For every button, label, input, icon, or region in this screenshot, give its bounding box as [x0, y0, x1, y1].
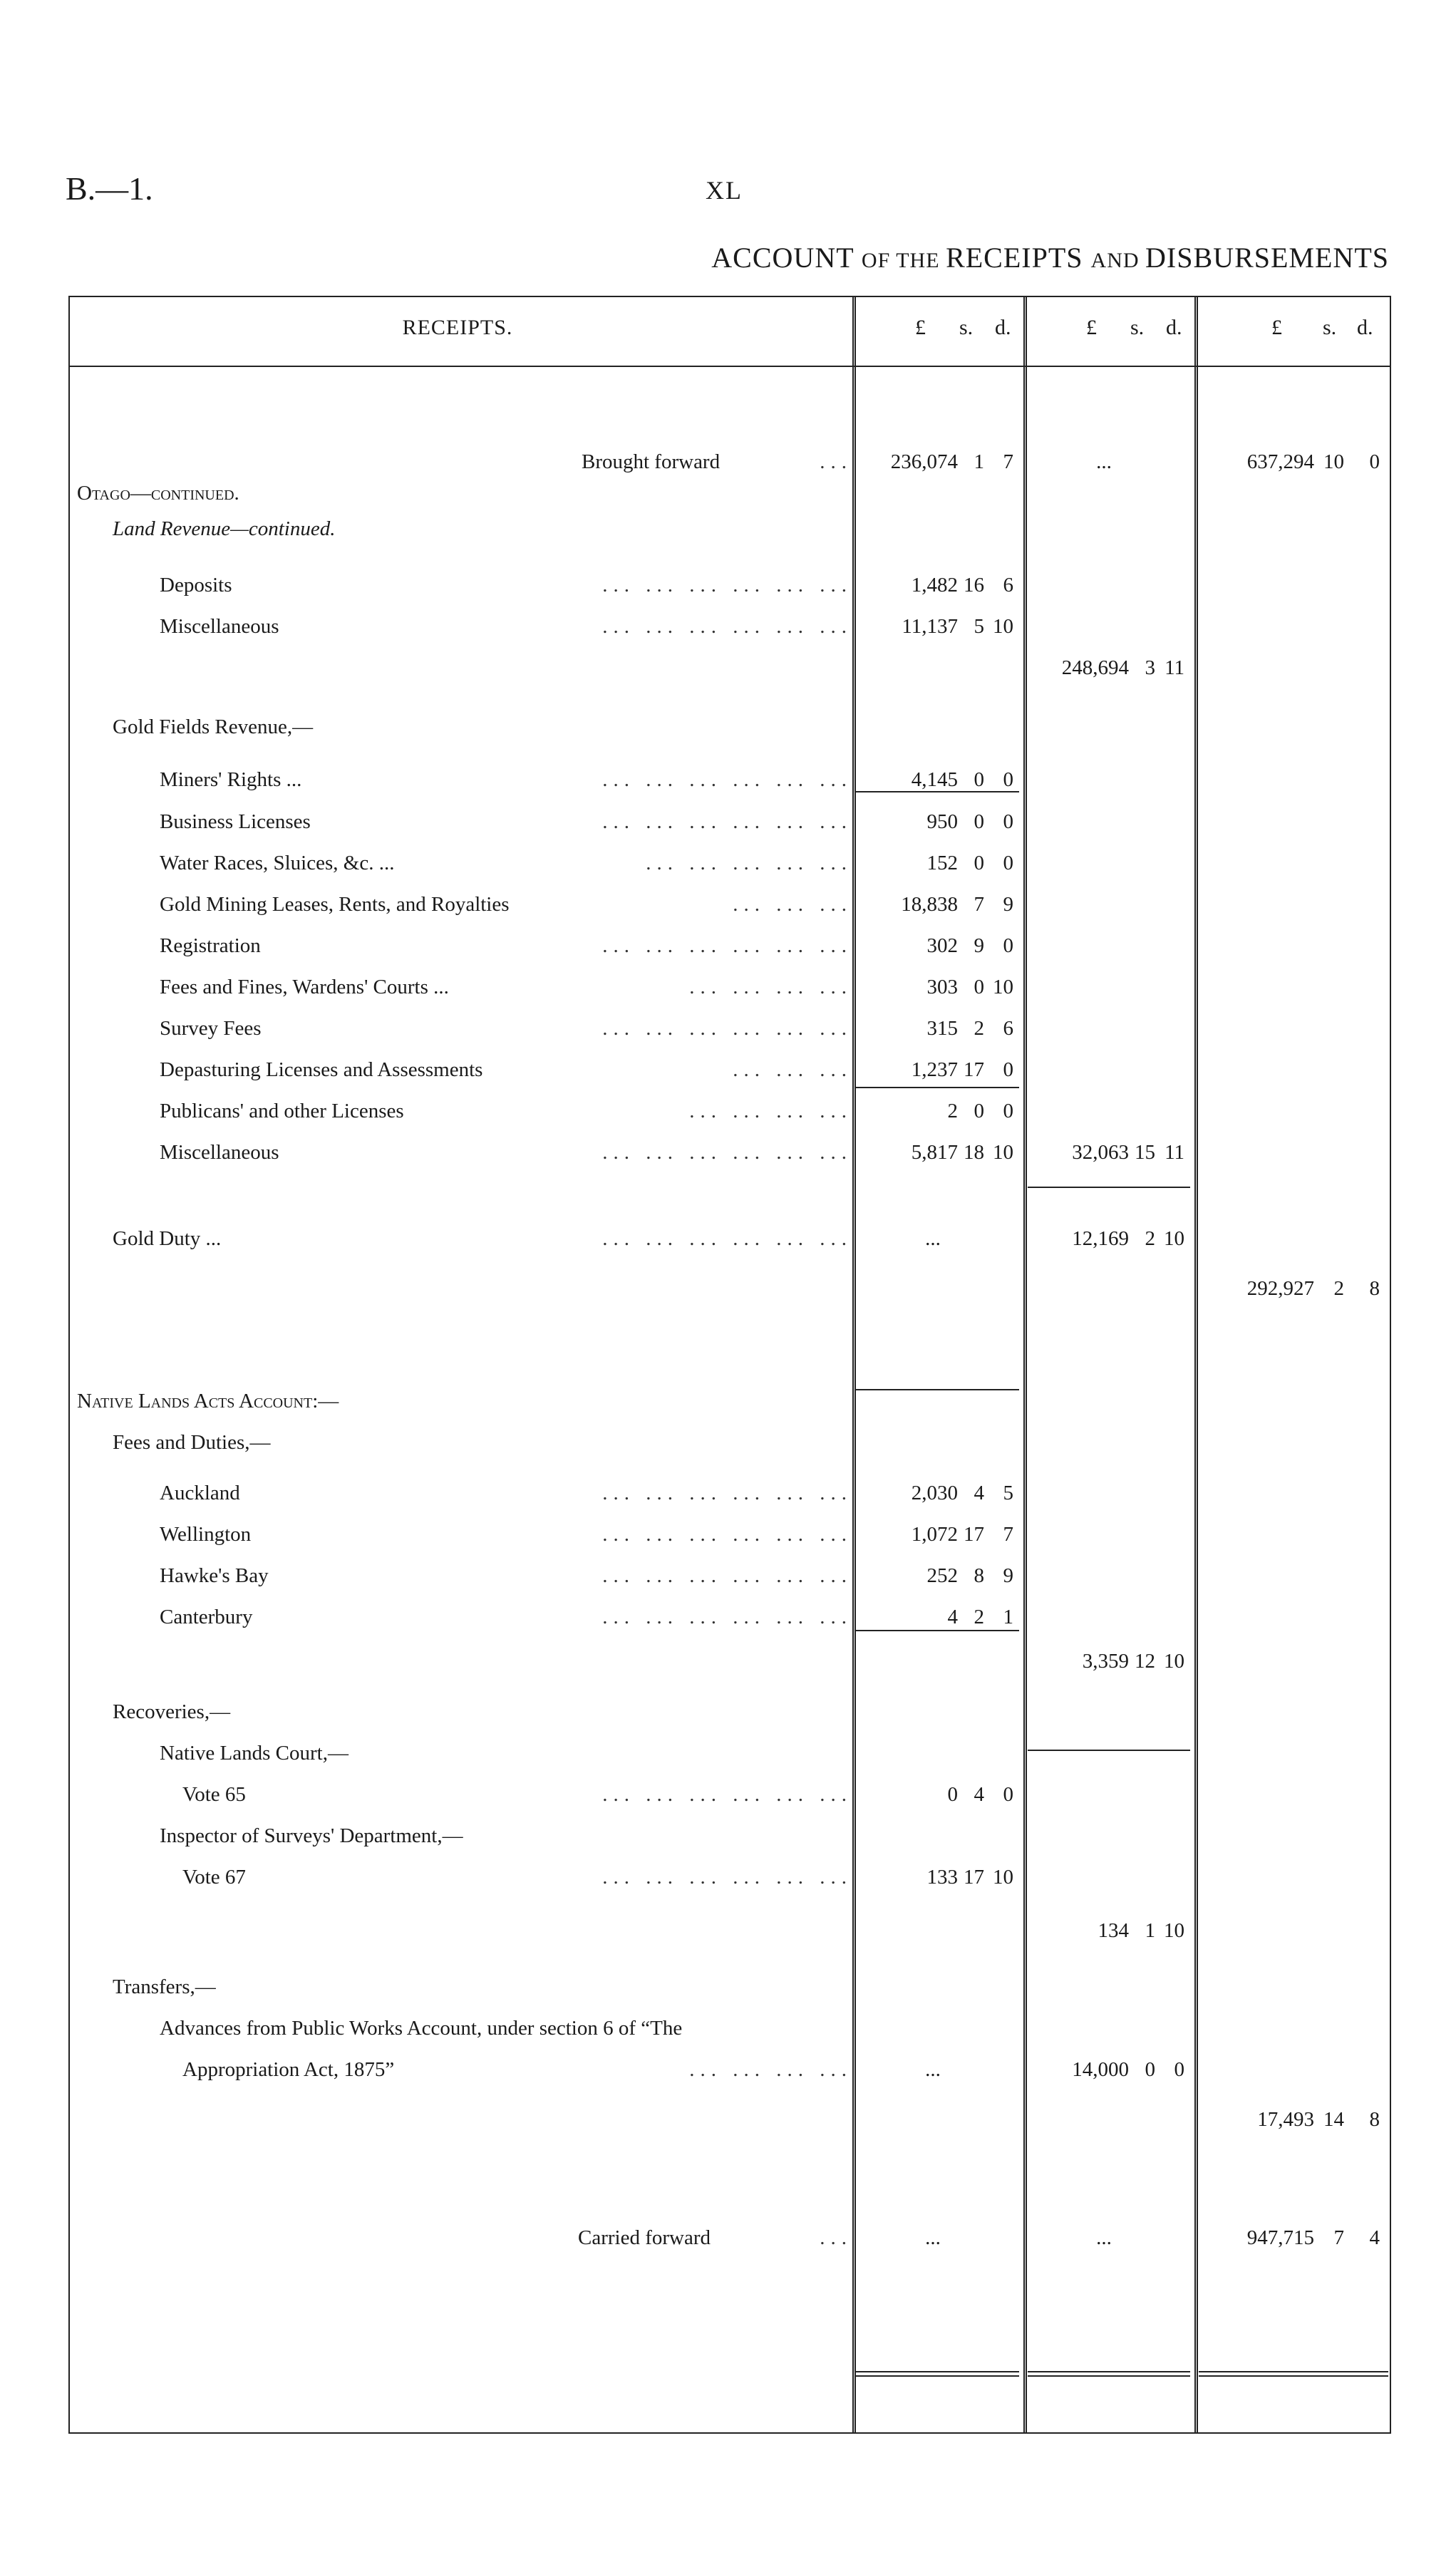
amount-a-pounds: 152 [926, 852, 958, 874]
amount-a-pence: 10 [993, 976, 1013, 998]
page-title [711, 241, 1389, 274]
leader-dots: ... ... ... ... ... [646, 852, 852, 874]
row-label: Land Revenue—continued. [113, 517, 336, 540]
row-miners [68, 768, 1391, 792]
leader-dots: ... ... ... ... ... ... [602, 1523, 852, 1546]
leader-dots: ... ... ... ... ... ... [602, 1866, 852, 1889]
amount-a-pounds: 252 [926, 1564, 958, 1587]
row-label: Native Lands Court,— [160, 1742, 348, 1765]
amount-c-shillings: 7 [1333, 2226, 1344, 2249]
amount-a-pounds: 2,030 [911, 1482, 958, 1504]
row-recoveries [68, 1700, 1391, 1724]
amount-a-pounds: 0 [947, 1783, 958, 1806]
col-pounds-a: £ [915, 316, 926, 339]
row-label: Otago—continued. [77, 482, 239, 505]
row-otago [68, 481, 1391, 505]
amount-a-shillings: 16 [964, 574, 984, 596]
row-misc1 [68, 614, 1391, 639]
row-label: Appropriation Act, 1875” [182, 2058, 395, 2081]
row-label: Water Races, Sluices, &c. ... [160, 852, 395, 874]
amount-a-pence: 10 [993, 1866, 1013, 1889]
amount-b-pence: 11 [1165, 656, 1184, 679]
row-vote65 [68, 1782, 1391, 1807]
row-label: Business Licenses [160, 810, 311, 833]
amount-a-shillings: 18 [964, 1141, 984, 1164]
row-label: Deposits [160, 574, 232, 596]
amount-a-pounds: 18,838 [901, 893, 958, 916]
row-rec-total [68, 1918, 1391, 1943]
row-goldduty [68, 1226, 1391, 1251]
row-cf [68, 2226, 1391, 2250]
amount-a-pounds: 303 [926, 976, 958, 998]
row-label: Survey Fees [160, 1017, 262, 1040]
amount-a-pence: 10 [993, 1141, 1013, 1164]
row-label: Carried forward [578, 2226, 711, 2249]
amount-a-shillings: 4 [974, 1783, 984, 1806]
row-depasturing [68, 1058, 1391, 1082]
amount-a-pence: 0 [1003, 1783, 1013, 1806]
leader-dots: ... ... ... ... ... ... [602, 810, 852, 833]
col-pence-a: d. [995, 316, 1011, 339]
row-lr-total [68, 656, 1391, 680]
row-label: Depasturing Licenses and Assessments [160, 1058, 483, 1081]
row-registration [68, 934, 1391, 958]
leader-dots: ... ... ... ... ... ... [602, 1227, 852, 1250]
page-number: XL [706, 176, 743, 205]
amount-a-pence: 1 [1003, 1606, 1013, 1628]
row-label: Advances from Public Works Account, under section 6 of “The [160, 2017, 683, 2040]
row-label: Fees and Duties,— [113, 1431, 271, 1454]
amount-a-pounds: ... [925, 2058, 941, 2081]
amount-a-pence: 7 [1003, 1523, 1013, 1546]
row-label: Native Lands Acts Account:— [77, 1390, 339, 1412]
row-gfr [68, 715, 1391, 739]
amount-b-pounds: ... [1096, 450, 1112, 473]
row-fd-total [68, 1649, 1391, 1673]
row-label: Miscellaneous [160, 1141, 279, 1164]
row-label: Auckland [160, 1482, 240, 1504]
amount-a-pence: 0 [1003, 1100, 1013, 1122]
amount-a-pence: 0 [1003, 852, 1013, 874]
amount-b-pounds: 32,063 [1072, 1141, 1129, 1164]
amount-a-shillings: 5 [974, 615, 984, 638]
row-auckland [68, 1481, 1391, 1505]
row-label: Brought forward [582, 450, 721, 473]
leader-dots: ... ... ... ... ... ... [602, 768, 852, 791]
row-label: Gold Duty ... [113, 1227, 222, 1250]
row-water [68, 851, 1391, 875]
amount-a-pounds: 4,145 [911, 768, 958, 791]
amount-a-shillings: 0 [974, 768, 984, 791]
amount-b-pence: 0 [1174, 2058, 1184, 2081]
col-pence-b: d. [1166, 316, 1182, 339]
amount-a-pence: 0 [1003, 1058, 1013, 1081]
amount-a-pounds: ... [925, 1227, 941, 1250]
row-misc2 [68, 1140, 1391, 1164]
leader-dots: ... ... ... ... ... ... [602, 1017, 852, 1040]
leader-dots: ... ... ... ... ... ... [602, 615, 852, 638]
amount-a-shillings: 17 [964, 1866, 984, 1889]
amount-a-pounds: 236,074 [890, 450, 958, 473]
amount-b-pence: 10 [1164, 1650, 1184, 1673]
amount-a-shillings: 0 [974, 852, 984, 874]
leader-dots: ... ... ... ... ... ... [602, 1141, 852, 1164]
row-landrev [68, 517, 1391, 541]
amount-c-pounds: 17,493 [1257, 2108, 1314, 2131]
amount-a-pence: 9 [1003, 893, 1013, 916]
amount-c-pence: 0 [1369, 450, 1380, 473]
amount-b-shillings: 3 [1145, 656, 1155, 679]
leader-dots: ... ... ... ... ... ... [602, 934, 852, 957]
amount-b-pounds: 14,000 [1072, 2058, 1129, 2081]
amount-b-shillings: 15 [1135, 1141, 1155, 1164]
amount-a-shillings: 17 [964, 1058, 984, 1081]
row-wellington [68, 1522, 1391, 1546]
row-vote67 [68, 1865, 1391, 1889]
receipts-table [68, 296, 1391, 2434]
amount-b-pence: 10 [1164, 1227, 1184, 1250]
amount-a-pence: 9 [1003, 1564, 1013, 1587]
amount-c-pounds: 637,294 [1246, 450, 1314, 473]
amount-a-pounds: 1,237 [911, 1058, 958, 1081]
leader-dots: ... ... ... ... ... ... [602, 1783, 852, 1806]
title-word: THE [896, 249, 946, 272]
row-feesduties [68, 1430, 1391, 1455]
title-word: AND [1090, 249, 1146, 272]
row-business [68, 810, 1391, 834]
amount-b-shillings: 12 [1135, 1650, 1155, 1673]
amount-c-pounds: 292,927 [1246, 1277, 1314, 1300]
title-word: ACCOUNT [711, 242, 862, 274]
amount-a-pounds: 4 [947, 1606, 958, 1628]
amount-b-pence: 11 [1165, 1141, 1184, 1164]
amount-b-pence: 10 [1164, 1919, 1184, 1942]
row-transfers [68, 1975, 1391, 1999]
row-label: Recoveries,— [113, 1700, 231, 1723]
row-nativecourt [68, 1741, 1391, 1765]
title-word: DISBURSEMENTS [1145, 242, 1389, 274]
amount-a-pounds: 315 [926, 1017, 958, 1040]
row-native [68, 1389, 1391, 1413]
row-label: Gold Fields Revenue,— [113, 716, 314, 738]
receipts-heading: RECEIPTS. [402, 316, 513, 339]
amount-b-pounds: 134 [1098, 1919, 1129, 1942]
col-shillings-a: s. [959, 316, 974, 339]
leader-dots: ... ... ... ... ... ... [602, 574, 852, 596]
amount-a-pounds: 1,482 [911, 574, 958, 596]
col-pounds-c: £ [1271, 316, 1282, 339]
amount-a-pence: 6 [1003, 1017, 1013, 1040]
amount-b-pounds: ... [1096, 2226, 1112, 2249]
amount-a-pounds: 2 [947, 1100, 958, 1122]
row-survey [68, 1016, 1391, 1040]
leader-dots: ... ... ... ... ... ... [602, 1564, 852, 1587]
amount-a-shillings: 9 [974, 934, 984, 957]
amount-c-pence: 8 [1369, 1277, 1380, 1300]
row-publicans [68, 1099, 1391, 1123]
leader-dots: ... ... ... ... [689, 2058, 852, 2081]
row-label: Miners' Rights ... [160, 768, 302, 791]
leader-dots: ... ... ... [733, 1058, 852, 1081]
row-goldmining [68, 892, 1391, 916]
row-inspector [68, 1824, 1391, 1848]
row-fees [68, 975, 1391, 999]
row-bf [68, 450, 1391, 474]
amount-c-pence: 4 [1369, 2226, 1380, 2249]
amount-c-pence: 8 [1369, 2108, 1380, 2131]
row-label: Vote 65 [182, 1783, 246, 1806]
row-canterbury [68, 1605, 1391, 1629]
title-word: RECEIPTS [946, 242, 1091, 274]
amount-a-pounds: 950 [926, 810, 958, 833]
row-label: Canterbury [160, 1606, 253, 1628]
row-label: Fees and Fines, Wardens' Courts ... [160, 976, 449, 998]
amount-a-pence: 10 [993, 615, 1013, 638]
leader-dots: ... [820, 450, 852, 473]
amount-a-pence: 0 [1003, 768, 1013, 791]
amount-b-shillings: 0 [1145, 2058, 1155, 2081]
amount-a-pence: 6 [1003, 574, 1013, 596]
amount-b-pounds: 3,359 [1082, 1650, 1129, 1673]
amount-a-shillings: 0 [974, 810, 984, 833]
col-shillings-c: s. [1323, 316, 1337, 339]
row-otago-total [68, 1276, 1391, 1301]
col-pounds-b: £ [1086, 316, 1097, 339]
row-label: Hawke's Bay [160, 1564, 269, 1587]
amount-b-shillings: 2 [1145, 1227, 1155, 1250]
amount-a-shillings: 0 [974, 976, 984, 998]
row-label: Transfers,— [113, 1975, 216, 1998]
amount-a-pounds: 5,817 [911, 1141, 958, 1164]
row-label: Publicans' and other Licenses [160, 1100, 404, 1122]
amount-a-shillings: 7 [974, 893, 984, 916]
amount-a-shillings: 8 [974, 1564, 984, 1587]
row-label: Wellington [160, 1523, 252, 1546]
amount-a-pence: 0 [1003, 934, 1013, 957]
amount-a-shillings: 1 [974, 450, 984, 473]
row-label: Vote 67 [182, 1866, 246, 1889]
amount-a-shillings: 2 [974, 1017, 984, 1040]
amount-c-shillings: 10 [1323, 450, 1344, 473]
amount-a-pounds: ... [925, 2226, 941, 2249]
row-advances [68, 2016, 1391, 2040]
amount-a-pence: 7 [1003, 450, 1013, 473]
row-label: Inspector of Surveys' Department,— [160, 1824, 463, 1847]
row-hawkes [68, 1564, 1391, 1588]
row-deposits [68, 573, 1391, 597]
row-approp [68, 2057, 1391, 2082]
page-code: B.—1. [66, 170, 153, 207]
leader-dots: ... [820, 2226, 852, 2249]
title-word: OF [861, 249, 897, 272]
amount-c-shillings: 2 [1333, 1277, 1344, 1300]
amount-b-shillings: 1 [1145, 1919, 1155, 1942]
leader-dots: ... ... ... ... ... ... [602, 1606, 852, 1628]
amount-b-pounds: 248,694 [1061, 656, 1129, 679]
amount-a-pounds: 133 [926, 1866, 958, 1889]
amount-a-shillings: 4 [974, 1482, 984, 1504]
amount-a-pounds: 302 [926, 934, 958, 957]
leader-dots: ... ... ... [733, 893, 852, 916]
amount-a-shillings: 17 [964, 1523, 984, 1546]
amount-a-shillings: 2 [974, 1606, 984, 1628]
row-label: Miscellaneous [160, 615, 279, 638]
row-label: Gold Mining Leases, Rents, and Royalties [160, 893, 510, 916]
amount-a-pounds: 1,072 [911, 1523, 958, 1546]
row-native-total [68, 2107, 1391, 2132]
col-pence-c: d. [1357, 316, 1373, 339]
amount-c-shillings: 14 [1323, 2108, 1344, 2131]
leader-dots: ... ... ... ... [689, 1100, 852, 1122]
amount-b-pounds: 12,169 [1072, 1227, 1129, 1250]
amount-a-pence: 0 [1003, 810, 1013, 833]
row-label: Registration [160, 934, 261, 957]
leader-dots: ... ... ... ... ... ... [602, 1482, 852, 1504]
leader-dots: ... ... ... ... [689, 976, 852, 998]
amount-a-pence: 5 [1003, 1482, 1013, 1504]
amount-a-shillings: 0 [974, 1100, 984, 1122]
amount-a-pounds: 11,137 [902, 615, 958, 638]
col-shillings-b: s. [1130, 316, 1145, 339]
amount-c-pounds: 947,715 [1246, 2226, 1314, 2249]
